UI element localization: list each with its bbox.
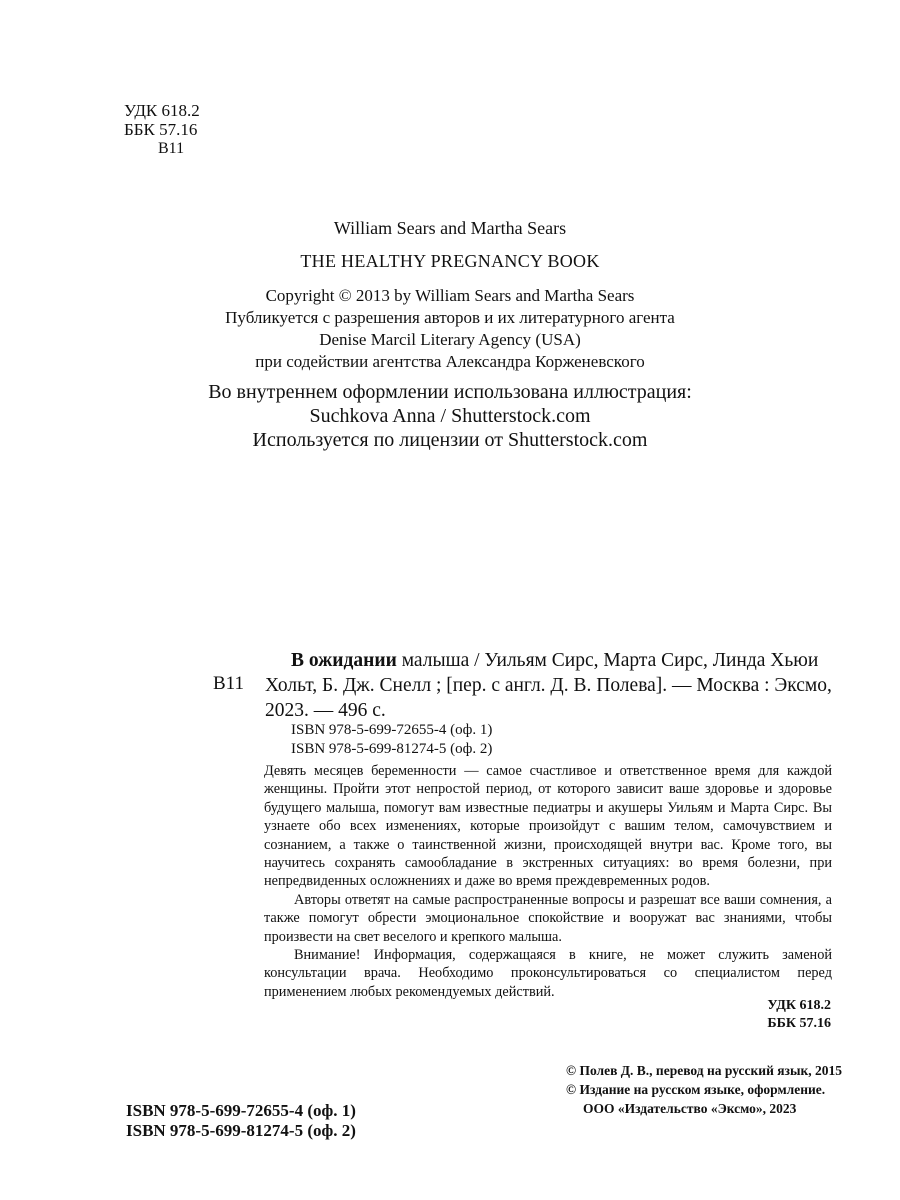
rights-notice: [150, 285, 750, 373]
original-authors: William Sears and Martha Sears: [333, 218, 567, 238]
description-line: Хольт, Б. Дж. Снелл ; [пер. с англ. Д. В. Полева]. — Москва : Эксмо,: [265, 675, 832, 696]
description-line: 2023. — 496 с.: [265, 700, 386, 721]
author-sign: В11: [158, 140, 185, 157]
card-isbn: ISBN 978-5-699-72655-4 (оф. 1): [291, 722, 493, 738]
card-udk: УДК 618.2: [767, 998, 831, 1013]
card-bbk: ББК 57.16: [767, 1016, 831, 1031]
udk-code: УДК 618.2: [124, 101, 200, 120]
rights-line: при содействии агентства Александра Корженевского: [255, 352, 645, 371]
illustration-line: Suchkova Anna / Shutterstock.com: [309, 405, 591, 427]
book-title-rest: малыша / Уильям Сирс, Марта Сирс, Линда Хьюи: [396, 650, 819, 671]
annotation: [264, 762, 832, 1001]
description-line: [265, 648, 833, 673]
copyright-line: © Полев Д. В., перевод на русский язык, 2015: [566, 1063, 843, 1078]
bibliographic-description: [265, 648, 833, 723]
illustration-line: Используется по лицензии от Shutterstock.com: [252, 429, 648, 451]
copyright-line: ООО «Издательство «Эксмо», 2023: [583, 1101, 797, 1116]
book-title-lead: В ожидании: [291, 650, 397, 671]
rights-line: Denise Marcil Literary Agency (USA): [319, 330, 581, 349]
rights-line: Публикуется с разрешения авторов и их литературного агента: [225, 308, 675, 327]
illustration-line: Во внутреннем оформлении использована иллюстрация:: [208, 381, 692, 403]
original-title: THE HEALTHY PREGNANCY BOOK: [300, 251, 600, 271]
bbk-code: ББК 57.16: [124, 120, 198, 139]
illustration-credit: [150, 380, 750, 452]
annotation-paragraph: Девять месяцев беременности — самое счастливое и ответственное время для каждой женщины. Пройти этот непростой период, от которого зависит ваше здоровье и здоровье будущего малыша, помогут вам известные педиатры и акушеры Уильям и Марта Сирс. Вы узнаете обо всех изменениях, которые произойдут с вашим телом, самочувствием и сознанием, а также о таинственной жизни, происходящей внутри вас. Кроме того, вы научитесь сохранять самообладание в экстренных ситуациях: во время болезни, при непредвиденных осложнениях и даже во время преждевременных родов.: [264, 763, 832, 890]
annotation-paragraph: Авторы ответят на самые распространенные вопросы и разрешат все ваши сомнения, а также помогут обрести эмоциональное спокойствие и вооружат вас знаниями, чтобы произвести на свет веселого и крепкого малыша.: [264, 891, 832, 945]
footer-isbn: ISBN 978-5-699-81274-5 (оф. 2): [126, 1121, 356, 1140]
footer-isbn: ISBN 978-5-699-72655-4 (оф. 1): [126, 1101, 356, 1120]
copyright-line: © Издание на русском языке, оформление.: [566, 1082, 826, 1097]
card-isbn: ISBN 978-5-699-81274-5 (оф. 2): [291, 741, 493, 757]
annotation-paragraph: Внимание! Информация, содержащаяся в книге, не может служить заменой консультации врача. Необходимо проконсультироваться со специалистом перед применением любых рекомендуемых действий.: [264, 947, 832, 1000]
rights-line: Copyright © 2013 by William Sears and Martha Sears: [265, 286, 635, 305]
card-author-sign: В11: [213, 673, 244, 694]
